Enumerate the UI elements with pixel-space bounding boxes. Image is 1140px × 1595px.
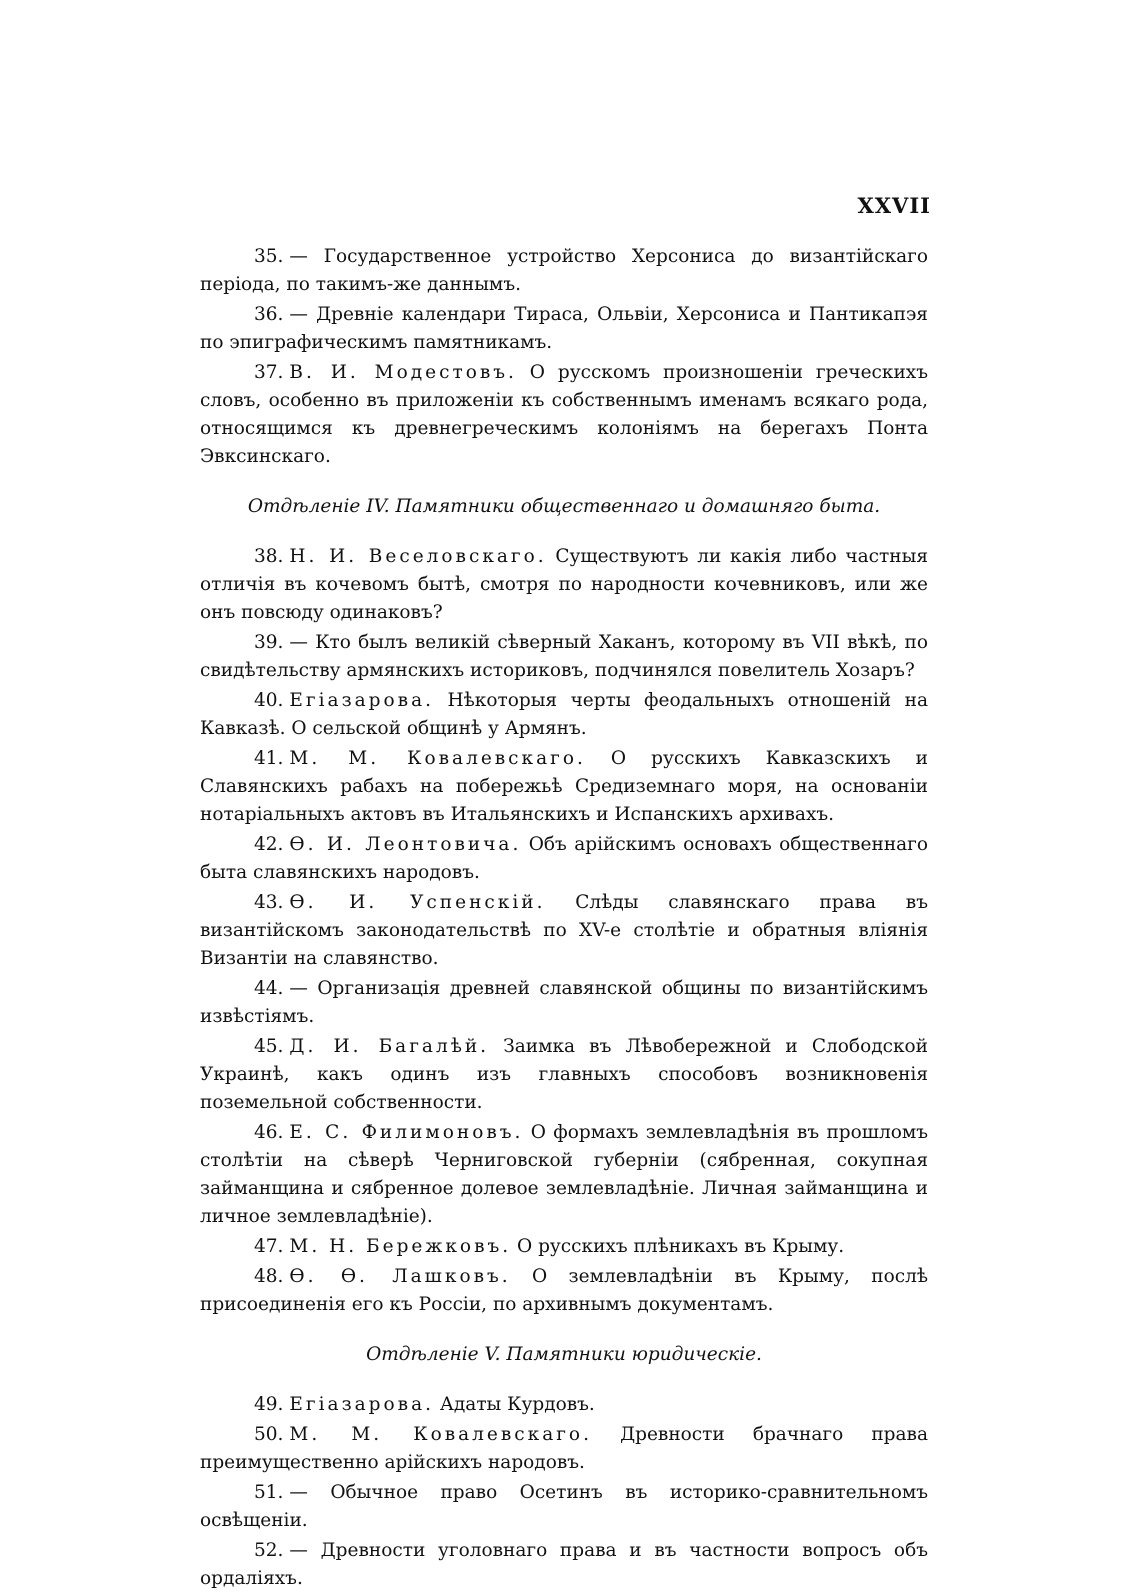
entry-number: 42.: [254, 834, 284, 855]
entry-44: [200, 975, 928, 1031]
entry-number: 49.: [254, 1394, 284, 1415]
entry-author: Ѳ. И. Леонтовича.: [289, 834, 522, 855]
entry-text: О русскомъ произношеніи греческихъ словъ, особенно въ приложеніи къ собственнымъ именамъ всякаго рода, относящимся къ древнегреческимъ колоніямъ на берегахъ Понта Эвксинскаго.: [200, 362, 928, 467]
entry-text: Государственное устройство Херсониса до византійскаго періода, по такимъ-же даннымъ.: [200, 246, 928, 295]
entry-46: [200, 1119, 928, 1231]
entry-number: 50.: [254, 1424, 284, 1445]
entry-number: 35.: [254, 246, 284, 267]
entry-41: [200, 745, 928, 829]
entry-author: —: [289, 978, 308, 999]
entry-text: Организація древней славянской общины по византійскимъ извѣстіямъ.: [200, 978, 928, 1027]
entry-text: Древности уголовнаго права и въ частности вопросъ объ ордаліяхъ.: [200, 1540, 928, 1589]
entry-number: 47.: [254, 1236, 284, 1257]
entry-42: [200, 831, 928, 887]
entry-number: 51.: [254, 1482, 284, 1503]
page-body: [200, 243, 928, 1595]
entry-number: 40.: [254, 690, 284, 711]
entry-number: 41.: [254, 748, 284, 769]
entry-number: 52.: [254, 1540, 284, 1561]
entry-author: Ѳ. И. Успенскій.: [289, 892, 546, 913]
entry-author: —: [289, 1540, 308, 1561]
entry-text: О землевладѣніи въ Крыму, послѣ присоединенія его къ Россіи, по архивнымъ документамъ.: [200, 1266, 928, 1315]
entry-51: [200, 1479, 928, 1535]
entries-group-c: [200, 1391, 928, 1593]
entry-author: М. М. Ковалевскаго.: [289, 1424, 592, 1445]
entry-number: 38.: [254, 546, 284, 567]
entry-40: [200, 687, 928, 743]
entry-number: 37.: [254, 362, 284, 383]
entry-38: [200, 543, 928, 627]
entry-author: Ѳ. Ѳ. Лашковъ.: [289, 1266, 511, 1287]
entry-52: [200, 1537, 928, 1593]
entry-text: Древніе календари Тираса, Ольвіи, Херсониса и Пантикапэя по эпиграфическимъ памятникамъ.: [200, 304, 928, 353]
entry-author: В. И. Модестовъ.: [289, 362, 517, 383]
entry-author: —: [289, 632, 308, 653]
entry-number: 43.: [254, 892, 284, 913]
entries-group-b: [200, 543, 928, 1319]
entry-number: 45.: [254, 1036, 284, 1057]
entry-text: Кто былъ великій сѣверный Хаканъ, которому въ VII вѣкѣ, по свидѣтельству армянскихъ историковъ, подчинялся повелитель Хозаръ?: [200, 632, 928, 681]
entry-author: Н. И. Веселовскаго.: [289, 546, 547, 567]
entry-50: [200, 1421, 928, 1477]
entry-number: 48.: [254, 1266, 284, 1287]
entry-39: [200, 629, 928, 685]
entry-text: О формахъ землевладѣнія въ прошломъ столѣтіи на сѣверѣ Черниговской губерніи (сябренная, сокупная займанщина и сябренное долевое землевладѣніе. Личная займанщина и личное землевладѣніе).: [200, 1122, 929, 1227]
entry-text: О русскихъ Кавказскихъ и Славянскихъ рабахъ на побережьѣ Средиземнаго моря, на основаніи нотаріальныхъ актовъ въ Итальянскихъ и Испанскихъ архивахъ.: [200, 748, 928, 825]
entry-text: Существуютъ ли какія либо частныя отличія въ кочевомъ бытѣ, смотря по народности кочевниковъ, или же онъ повсюду одинаковъ?: [200, 546, 928, 623]
entry-author: Егіазарова.: [289, 690, 434, 711]
entries-group-a: [200, 243, 928, 471]
entry-49: [200, 1391, 928, 1419]
page-number: XXVII: [857, 193, 931, 218]
entry-number: 46.: [254, 1122, 284, 1143]
entry-author: —: [289, 304, 308, 325]
section-heading-iv: Отдѣленіе IV. Памятники общественнаго и домашняго быта.: [247, 496, 881, 517]
entry-text: Слѣды славянскаго права въ византійскомъ законодательствѣ по XV-е столѣтіе и обратныя вліянія Византіи на славянство.: [200, 892, 928, 969]
entry-author: М. М. Ковалевскаго.: [289, 748, 586, 769]
entry-number: 39.: [254, 632, 284, 653]
entry-text: Древности брачнаго права преимущественно арійскихъ народовъ.: [200, 1424, 929, 1473]
entry-author: —: [289, 246, 308, 267]
entry-text: Объ арійскимъ основахъ общественнаго быта славянскихъ народовъ.: [200, 834, 929, 883]
entry-author: —: [289, 1482, 308, 1503]
entry-text: Адаты Курдовъ.: [439, 1394, 595, 1415]
entry-43: [200, 889, 928, 973]
entry-36: [200, 301, 928, 357]
entry-text: Заимка въ Лѣвобережной и Слободской Украинѣ, какъ одинъ изъ главныхъ способовъ возникновенія поземельной собственности.: [200, 1036, 928, 1113]
entry-number: 36.: [254, 304, 284, 325]
entry-47: [200, 1233, 928, 1261]
entry-text: Нѣкоторыя черты феодальныхъ отношеній на Кавказѣ. О сельской общинѣ у Армянъ.: [200, 690, 928, 739]
entry-author: Д. И. Багалѣй.: [289, 1036, 490, 1057]
entry-35: [200, 243, 928, 299]
entry-37: [200, 359, 928, 471]
entry-number: 44.: [254, 978, 284, 999]
entry-author: М. Н. Бережковъ.: [289, 1236, 512, 1257]
entry-author: Егіазарова.: [289, 1394, 434, 1415]
entry-text: О русскихъ плѣникахъ въ Крыму.: [517, 1236, 845, 1257]
section-heading-v: Отдѣленіе V. Памятники юридическіе.: [366, 1344, 762, 1365]
entry-45: [200, 1033, 928, 1117]
entry-text: Обычное право Осетинъ въ историко-сравнительномъ освѣщеніи.: [200, 1482, 928, 1531]
entry-author: Е. С. Филимоновъ.: [289, 1122, 524, 1143]
entry-48: [200, 1263, 928, 1319]
